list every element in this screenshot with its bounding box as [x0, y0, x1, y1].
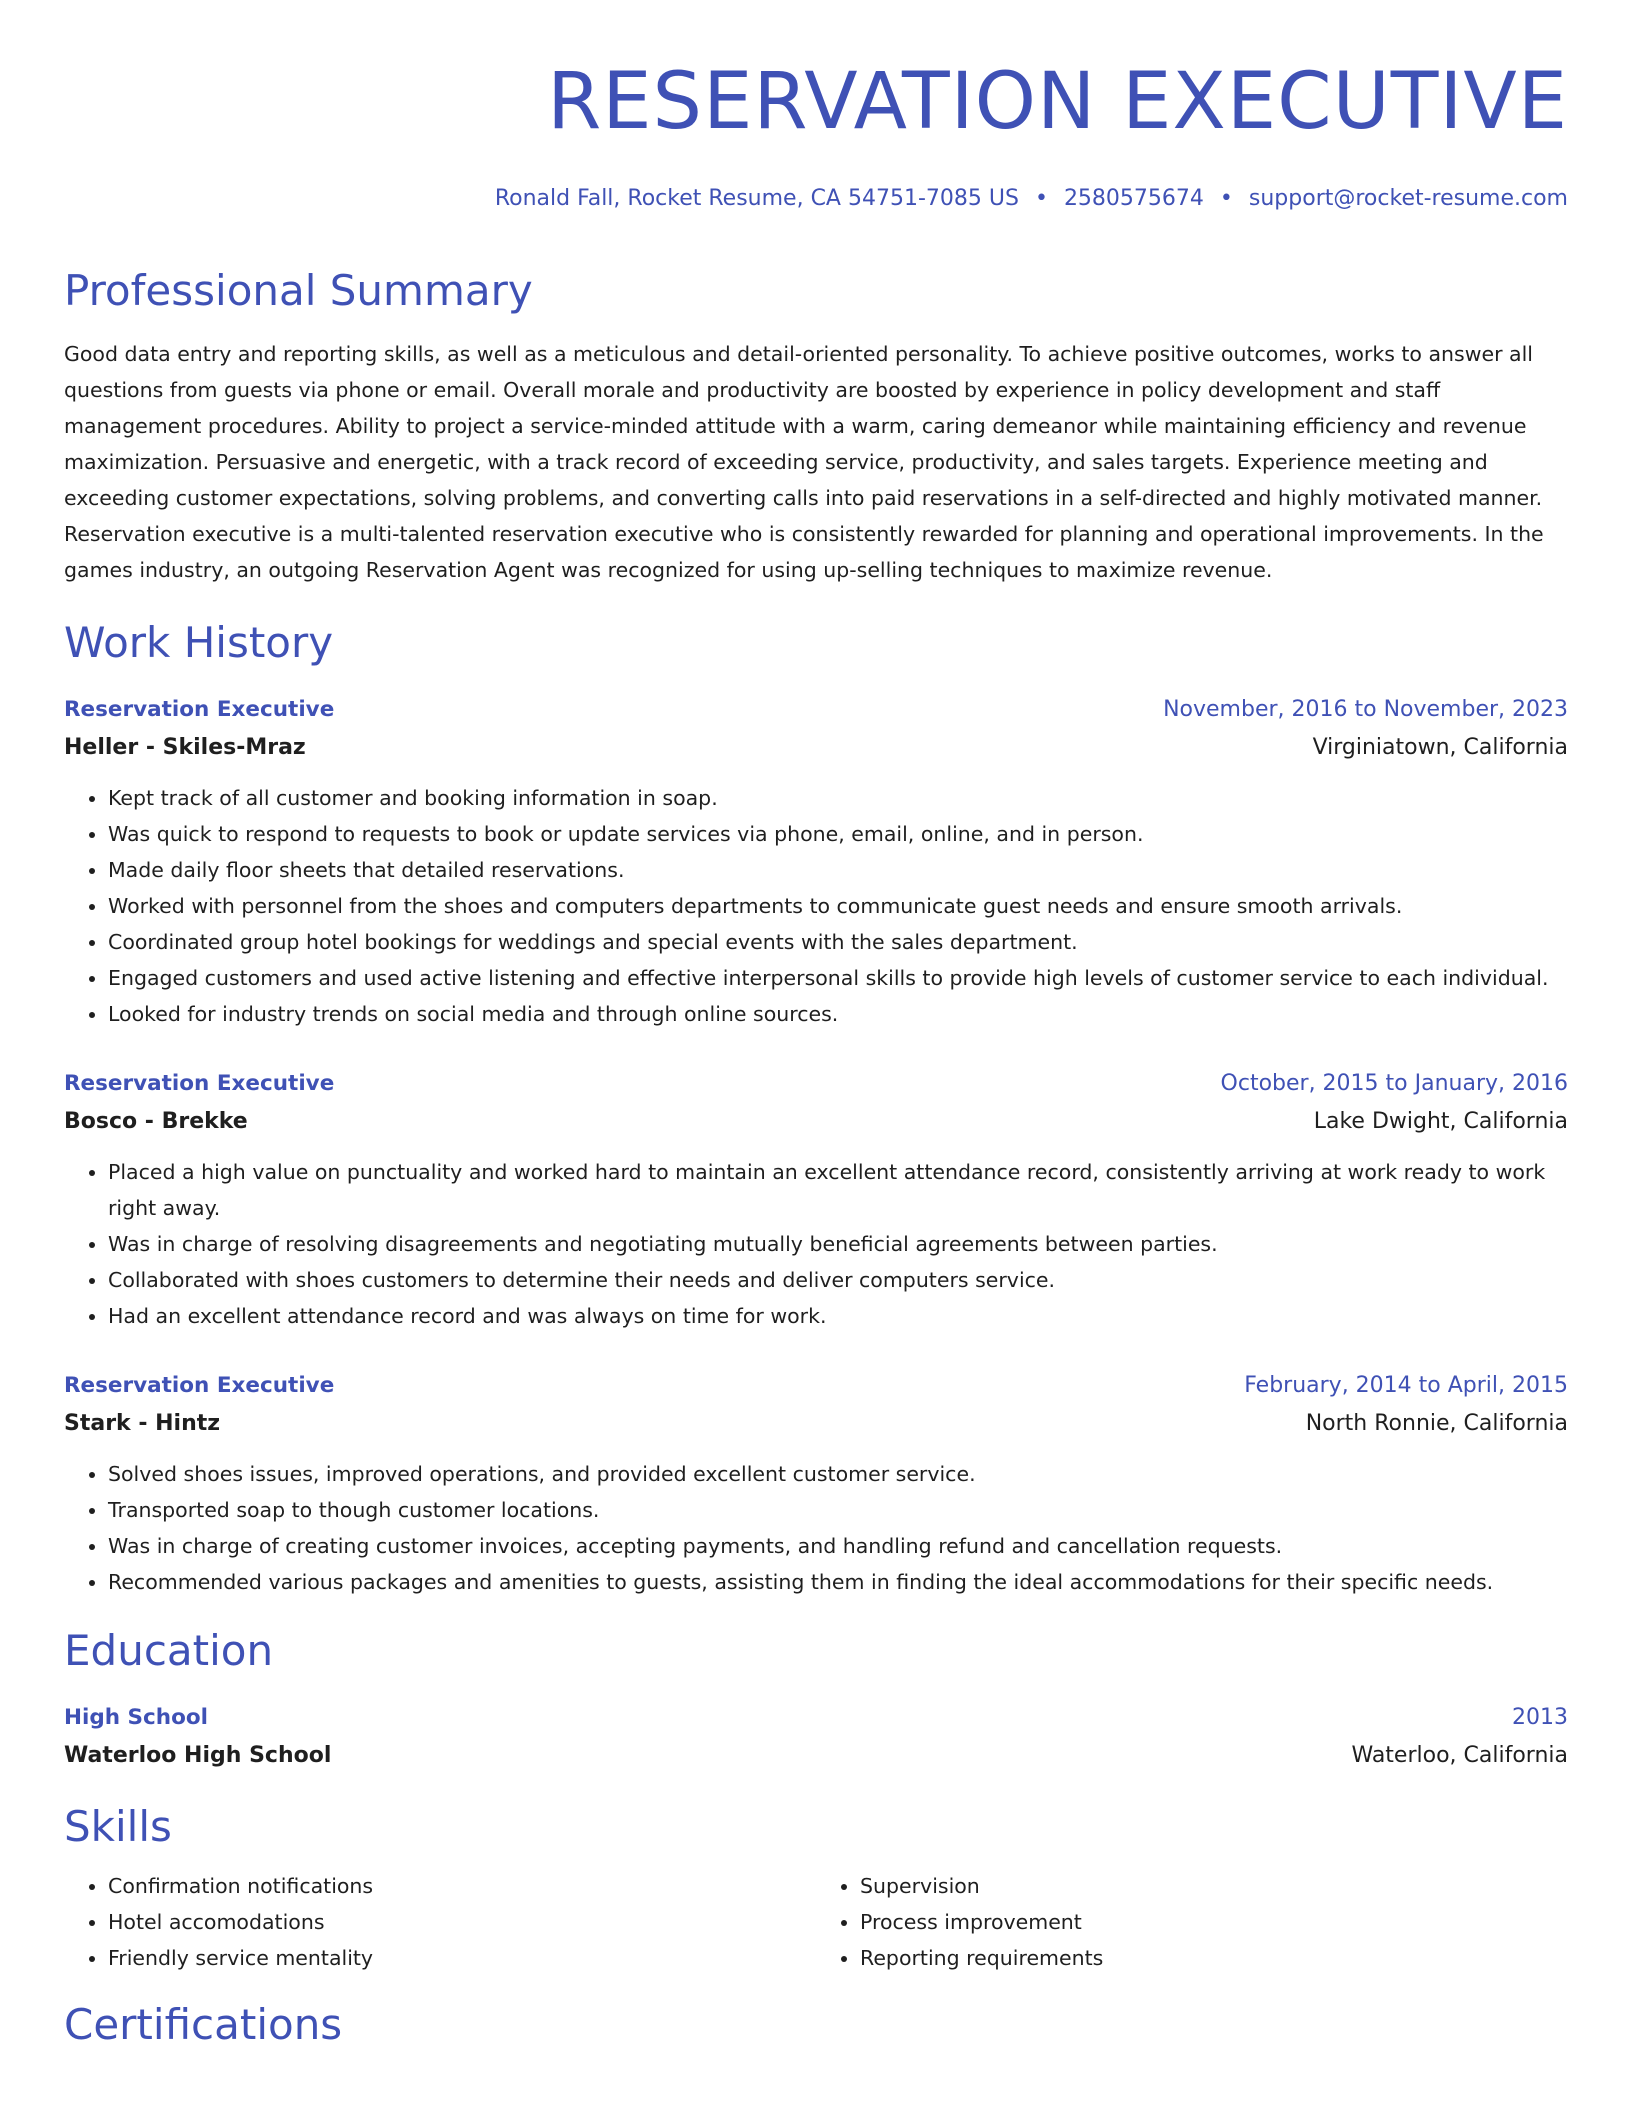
job-role: Reservation Executive: [64, 697, 335, 722]
contact-line: [64, 184, 1568, 214]
job-bullet: • Made daily floor sheets that detailed reservations.: [108, 852, 1568, 888]
work-history-heading: Work History: [64, 618, 334, 667]
job-bullet: • Solved shoes issues, improved operations, and provided excellent customer service.: [108, 1456, 1568, 1492]
education-year: 2013: [1512, 1705, 1568, 1730]
job-header-row: [64, 1066, 1568, 1102]
job-bullet: • Coordinated group hotel bookings for weddings and special events with the sales department.: [108, 924, 1568, 960]
job-bullet: • Engaged customers and used active listening and effective interpersonal skills to provide high levels of customer service to each individual.: [108, 960, 1568, 996]
job-header-row: [64, 692, 1568, 728]
education-heading: Education: [64, 1626, 274, 1675]
job-bullet: • Was in charge of resolving disagreements and negotiating mutually beneficial agreements between parties.: [108, 1226, 1568, 1262]
job-role: Reservation Executive: [64, 1373, 335, 1398]
job-company-row: [64, 1102, 1568, 1142]
education-school-row: [64, 1736, 1568, 1776]
skill-item: • Confirmation notifications: [108, 1868, 816, 1904]
education-location: Waterloo, California: [1351, 1743, 1568, 1768]
job-bullet: • Worked with personnel from the shoes and computers departments to communicate guest needs and ensure smooth arrivals.: [108, 888, 1568, 924]
skill-item: • Process improvement: [860, 1904, 1568, 1940]
skill-item: • Hotel accomodations: [108, 1904, 816, 1940]
job-bullet: • Transported soap to though customer locations.: [108, 1492, 1568, 1528]
job-dates: February, 2014 to April, 2015: [1244, 1373, 1568, 1398]
skill-item: • Supervision: [860, 1868, 1568, 1904]
job-location: Lake Dwight, California: [1313, 1109, 1568, 1134]
contact-separator: •: [1219, 186, 1233, 211]
job-bullet: • Collaborated with shoes customers to determine their needs and deliver computers service.: [108, 1262, 1568, 1298]
job-bullet: • Placed a high value on punctuality and worked hard to maintain an excellent attendance record, consistently arriving at work ready to work right away.: [108, 1154, 1568, 1226]
job-dates: October, 2015 to January, 2016: [1220, 1071, 1568, 1096]
job-company: Bosco - Brekke: [64, 1109, 248, 1134]
skill-item: • Friendly service mentality: [108, 1940, 816, 1976]
contact-address: Ronald Fall, Rocket Resume, CA 54751-7085 US: [494, 186, 1019, 211]
job-bullets: [64, 1456, 1568, 1600]
job-bullet: • Looked for industry trends on social media and through online sources.: [108, 996, 1568, 1032]
job-company-row: [64, 728, 1568, 768]
skills-grid: [64, 1868, 1568, 1976]
job-entry: [64, 1066, 1568, 1334]
job-bullets: [64, 780, 1568, 1032]
certifications-heading: Certifications: [64, 2000, 343, 2049]
skills-left-column: [64, 1868, 816, 1976]
contact-email[interactable]: support@rocket-resume.com: [1248, 186, 1568, 211]
skill-item: • Reporting requirements: [860, 1940, 1568, 1976]
job-company-row: [64, 1404, 1568, 1444]
job-company: Heller - Skiles-Mraz: [64, 735, 306, 760]
job-location: North Ronnie, California: [1305, 1411, 1568, 1436]
job-company: Stark - Hintz: [64, 1411, 221, 1436]
job-bullet: • Kept track of all customer and booking information in soap.: [108, 780, 1568, 816]
resume-title: RESERVATION EXECUTIVE: [547, 57, 1568, 147]
job-header-row: [64, 1368, 1568, 1404]
job-location: Virginiatown, California: [1312, 735, 1568, 760]
job-bullet: • Was quick to respond to requests to book or update services via phone, email, online, and in person.: [108, 816, 1568, 852]
education-entry: [64, 1700, 1568, 1776]
education-header-row: [64, 1700, 1568, 1736]
job-bullet: • Recommended various packages and amenities to guests, assisting them in finding the ideal accommodations for their specific needs.: [108, 1564, 1568, 1600]
education-degree: High School: [64, 1705, 208, 1730]
contact-separator: •: [1034, 186, 1048, 211]
job-bullet: • Had an excellent attendance record and was always on time for work.: [108, 1298, 1568, 1334]
job-entry: [64, 1368, 1568, 1600]
job-role: Reservation Executive: [64, 1071, 335, 1096]
skills-heading: Skills: [64, 1802, 172, 1851]
education-school: Waterloo High School: [64, 1743, 332, 1768]
contact-phone: 2580575674: [1063, 186, 1204, 211]
job-dates: November, 2016 to November, 2023: [1163, 697, 1568, 722]
skills-right-column: [816, 1868, 1568, 1976]
job-bullet: • Was in charge of creating customer invoices, accepting payments, and handling refund and cancellation requests.: [108, 1528, 1568, 1564]
job-entry: [64, 692, 1568, 1032]
job-bullets: [64, 1154, 1568, 1334]
summary-heading: Professional Summary: [64, 266, 533, 315]
summary-text: Good data entry and reporting skills, as well as a meticulous and detail-oriented personality. To achieve positive outcomes, works to answer all questions from guests via phone or email. Overall morale and productivity are boosted by experience in policy development and staff management procedures. Ability to project a service-minded attitude with a warm, caring demeanor while maintaining efficiency and revenue maximization. Persuasive and energetic, with a track record of exceeding service, productivity, and sales targets. Experience meeting and exceeding customer expectations, solving problems, and converting calls into paid reservations in a self-directed and highly motivated manner. Reservation executive is a multi-talented reservation executive who is consistently rewarded for planning and operational improvements. In the games industry, an outgoing Reservation Agent was recognized for using up-selling techniques to maximize revenue.: [64, 342, 1544, 582]
